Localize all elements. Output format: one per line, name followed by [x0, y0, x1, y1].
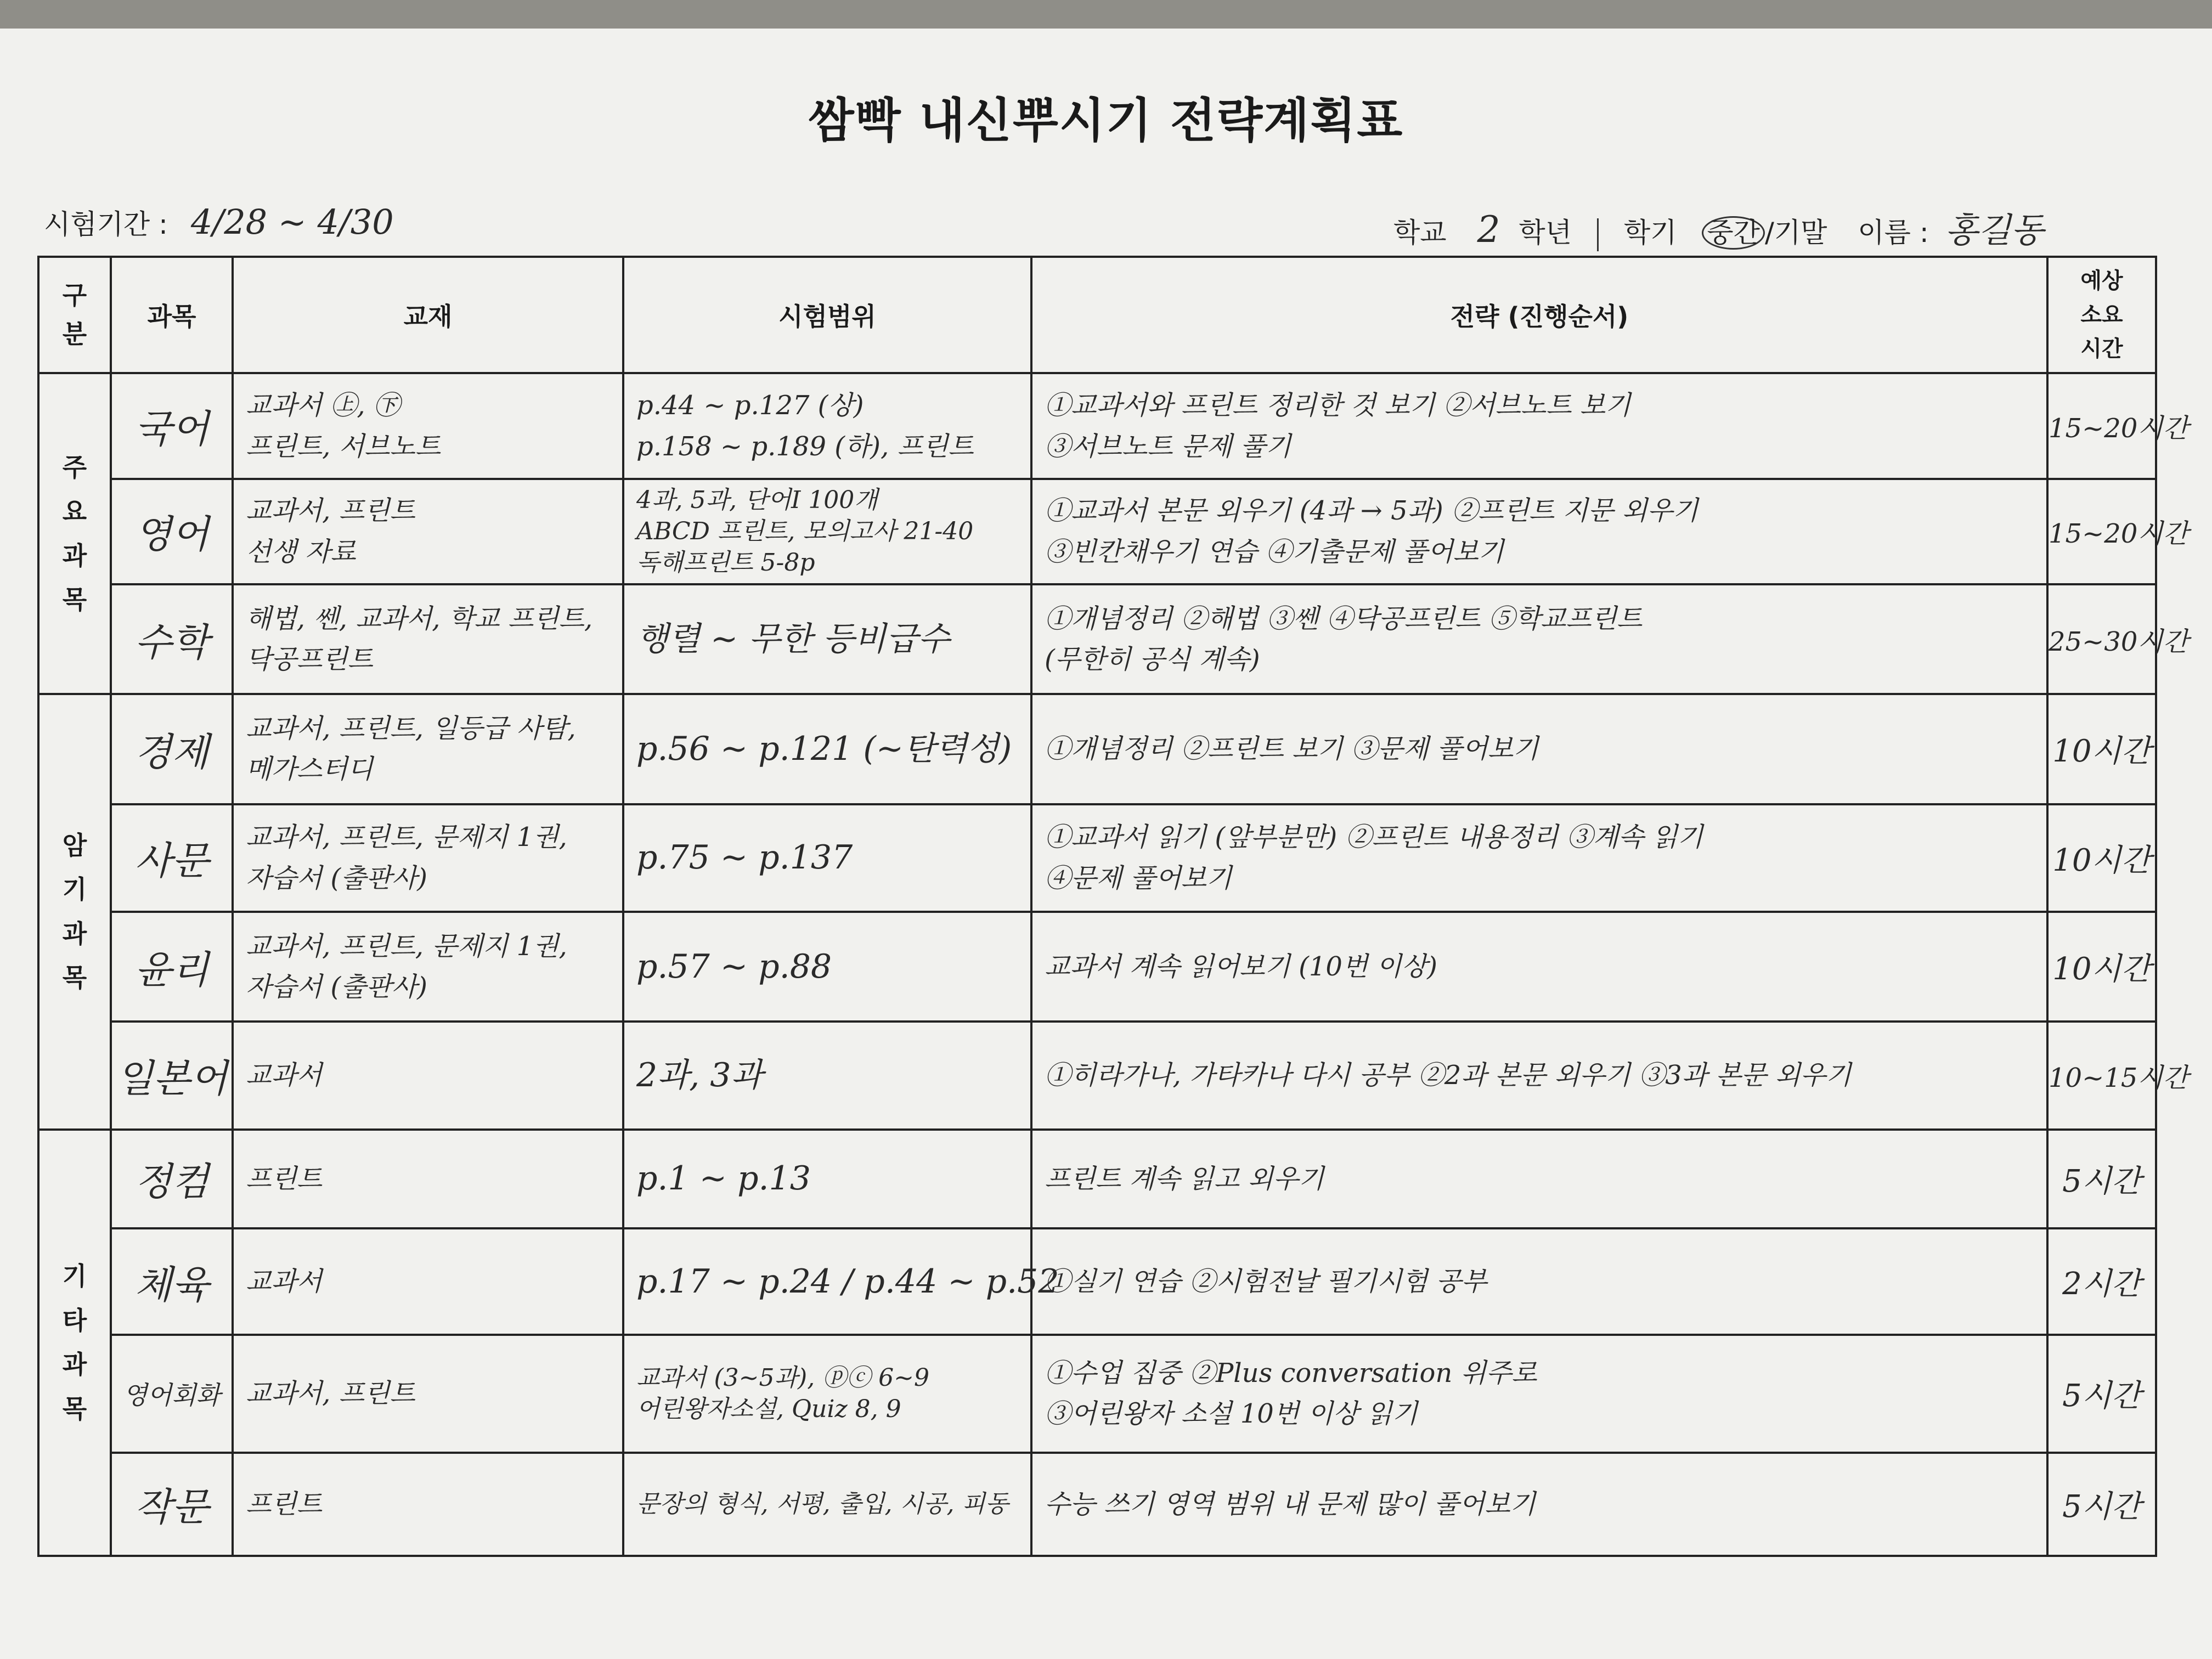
textbook-line: 자습서 (출판사)	[246, 972, 427, 1003]
table-row	[38, 1130, 2156, 1228]
strategy-cell	[1031, 1022, 2047, 1129]
range-cell	[623, 1228, 1059, 1335]
time-cell: 15~20시간	[2047, 373, 2156, 478]
name-value: 홍길동	[1945, 210, 2044, 250]
strategy-cell	[1031, 1335, 2047, 1452]
textbook-line: 교과서, 프린트, 문제지 1권,	[246, 822, 567, 853]
textbook-cell	[233, 1453, 623, 1556]
strategy-line: ④문제 풀어보기	[1045, 862, 1232, 894]
header-time: 예상 소요 시간	[2047, 257, 2156, 373]
exam-period	[44, 202, 394, 242]
range-cell	[623, 1022, 1031, 1129]
textbook-line: 선생 자료	[246, 536, 356, 567]
textbook-line: 프린트, 서브노트	[246, 431, 441, 462]
textbook-line: 프린트	[246, 1163, 323, 1194]
range-line: p.57 ~ p.88	[636, 947, 832, 986]
range-line: 문장의 형식, 서평, 출입, 시공, 피동	[636, 1490, 1009, 1519]
time-cell: 10시간	[2047, 804, 2156, 912]
subject-cell: 사문	[111, 804, 233, 912]
subject-cell: 경제	[111, 694, 233, 804]
strategy-cell	[1031, 373, 2047, 478]
range-line: 독해프린트 5-8p	[636, 549, 815, 577]
textbook-cell	[233, 1022, 623, 1129]
subject-cell: 작문	[111, 1453, 233, 1556]
time-cell: 5시간	[2047, 1130, 2156, 1228]
strategy-cell	[1031, 912, 2047, 1022]
group-label: 기 타 과 목	[38, 1130, 111, 1556]
time-cell: 10시간	[2047, 694, 2156, 804]
range-line: p.158 ~ p.189 (하), 프린트	[636, 431, 974, 462]
strategy-line: 수능 쓰기 영역 범위 내 문제 많이 풀어보기	[1045, 1488, 1536, 1520]
textbook-line: 교과서	[246, 1266, 323, 1297]
info-divider	[1597, 218, 1599, 251]
strategy-line: 프린트 계속 읽고 외우기	[1045, 1163, 1324, 1194]
strategy-cell	[1031, 694, 2047, 804]
textbook-line: 교과서	[246, 1060, 323, 1091]
range-line: 교과서 (3~5과), ⓟⓒ 6~9	[636, 1364, 930, 1392]
range-cell	[623, 1130, 1031, 1228]
strategy-line: ①교과서 본문 외우기 (4과 → 5과) ②프린트 지문 외우기	[1045, 495, 1699, 527]
group-label: 주 요 과 목	[38, 373, 111, 694]
textbook-line: 프린트	[246, 1488, 323, 1520]
group-label: 암 기 과 목	[38, 694, 111, 1129]
subject-cell: 정컴	[111, 1130, 233, 1228]
strategy-cell	[1031, 804, 2047, 912]
textbook-line: 닥공프린트	[246, 644, 373, 675]
textbook-cell	[233, 1228, 623, 1335]
header-category: 구 분	[38, 257, 111, 373]
range-line: p.1 ~ p.13	[636, 1159, 811, 1198]
strategy-cell	[1031, 1130, 2047, 1228]
strategy-line: ①실기 연습 ②시험전날 필기시험 공부	[1045, 1266, 1487, 1297]
header-strategy: 전략 (진행순서)	[1031, 257, 2047, 373]
textbook-line: 해법, 쎈, 교과서, 학교 프린트,	[246, 603, 593, 634]
strategy-line: (무한히 공식 계속)	[1045, 644, 1260, 675]
strategy-cell	[1031, 479, 2047, 584]
subject-cell: 국어	[111, 373, 233, 478]
range-cell	[623, 584, 1031, 694]
textbook-cell	[233, 912, 623, 1022]
table-row	[38, 584, 2156, 694]
page-title: 쌈빡 내신뿌시기 전략계획표	[808, 93, 1404, 148]
student-info	[1393, 203, 2044, 252]
time-cell: 5시간	[2047, 1335, 2156, 1452]
textbook-cell	[233, 584, 623, 694]
time-cell: 5시간	[2047, 1453, 2156, 1556]
range-line: 4과, 5과, 단어I 100개	[636, 486, 878, 515]
strategy-line: ③어린왕자 소설 10번 이상 읽기	[1045, 1398, 1418, 1430]
subject-cell: 체육	[111, 1228, 233, 1335]
time-cell: 15~20시간	[2047, 479, 2156, 584]
range-cell	[623, 804, 1031, 912]
strategy-line: ①개념정리 ②프린트 보기 ③문제 풀어보기	[1045, 733, 1539, 765]
strategy-line: ③빈칸채우기 연습 ④기출문제 풀어보기	[1045, 536, 1504, 567]
textbook-cell	[233, 1335, 623, 1452]
header-row	[38, 257, 2156, 373]
textbook-cell	[233, 479, 623, 584]
range-line: 2과, 3과	[636, 1056, 763, 1094]
term-label: 학기	[1623, 217, 1677, 249]
strategy-line: ③서브노트 문제 풀기	[1045, 431, 1291, 462]
strategy-line: ①개념정리 ②해법 ③쎈 ④닥공프린트 ⑤학교프린트	[1045, 603, 1643, 634]
strategy-line: 교과서 계속 읽어보기 (10번 이상)	[1045, 951, 1437, 982]
textbook-line: 교과서 ㊤, ㊦	[246, 390, 400, 421]
subject-cell: 영어	[111, 479, 233, 584]
term-slash: /	[1764, 217, 1774, 249]
table-row	[38, 1335, 2156, 1452]
table-row	[38, 1453, 2156, 1556]
textbook-line: 자습서 (출판사)	[246, 862, 427, 894]
grade-label: 학년	[1519, 217, 1572, 249]
table-row	[38, 373, 2156, 478]
range-line: 행렬 ~ 무한 등비급수	[636, 619, 950, 658]
time-cell: 10시간	[2047, 912, 2156, 1022]
subject-cell: 영어회화	[111, 1335, 233, 1452]
strategy-cell	[1031, 1228, 2047, 1335]
textbook-cell	[233, 694, 623, 804]
name-label: 이름 :	[1858, 217, 1929, 249]
range-cell	[623, 912, 1031, 1022]
table-row	[38, 1228, 2156, 1335]
table-row	[38, 804, 2156, 912]
range-line: ABCD 프린트, 모의고사 21-40	[636, 517, 974, 546]
strategy-cell	[1031, 584, 2047, 694]
range-line: p.56 ~ p.121 (~탄력성)	[636, 729, 1012, 768]
table-row	[38, 694, 2156, 804]
range-cell	[623, 694, 1031, 804]
range-line: p.75 ~ p.137	[636, 838, 853, 877]
time-cell: 10~15시간	[2047, 1022, 2156, 1129]
range-cell	[623, 1453, 1031, 1556]
subject-cell: 수학	[111, 584, 233, 694]
subject-cell: 일본어	[111, 1022, 233, 1129]
table-row	[38, 912, 2156, 1022]
range-line: p.17 ~ p.24 / p.44 ~ p.52	[636, 1262, 1059, 1301]
exam-period-value: 4/28 ~ 4/30	[190, 202, 394, 242]
table-row	[38, 1022, 2156, 1129]
range-cell	[623, 373, 1031, 478]
textbook-cell	[233, 373, 623, 478]
textbook-line: 교과서, 프린트	[246, 1378, 415, 1409]
strategy-line: ①교과서와 프린트 정리한 것 보기 ②서브노트 보기	[1045, 390, 1631, 421]
strategy-plan-table	[37, 256, 2189, 1557]
subject-cell: 윤리	[111, 912, 233, 1022]
range-cell	[623, 1335, 1031, 1452]
strategy-cell	[1031, 1453, 2047, 1556]
textbook-cell	[233, 1130, 623, 1228]
range-cell	[623, 479, 1031, 584]
table-row	[38, 479, 2156, 584]
header-textbook: 교재	[233, 257, 623, 373]
exam-period-label: 시험기간 :	[44, 208, 168, 240]
term-other: 기말	[1774, 217, 1827, 249]
strategy-line: ①히라가나, 가타카나 다시 공부 ②2과 본문 외우기 ③3과 본문 외우기	[1045, 1060, 1852, 1091]
textbook-line: 교과서, 프린트	[246, 495, 415, 527]
term-selected: 중간	[1702, 216, 1765, 250]
time-cell: 25~30시간	[2047, 584, 2156, 694]
textbook-cell	[233, 804, 623, 912]
strategy-line: ①수업 집중 ②Plus conversation 위주로	[1045, 1358, 1537, 1389]
school-label: 학교	[1393, 217, 1447, 249]
header-subject: 과목	[111, 257, 233, 373]
textbook-line: 교과서, 프린트, 일등급 사탐,	[246, 713, 576, 744]
time-cell: 2시간	[2047, 1228, 2156, 1335]
textbook-line: 메가스터디	[246, 754, 373, 785]
strategy-line: ①교과서 읽기 (앞부분만) ②프린트 내용정리 ③계속 읽기	[1045, 822, 1703, 853]
range-line: 어린왕자소설, Quiz 8, 9	[636, 1395, 901, 1424]
grade-value: 2	[1477, 208, 1500, 251]
header-range: 시험범위	[623, 257, 1031, 373]
range-line: p.44 ~ p.127 (상)	[636, 390, 864, 421]
textbook-line: 교과서, 프린트, 문제지 1권,	[246, 930, 567, 962]
